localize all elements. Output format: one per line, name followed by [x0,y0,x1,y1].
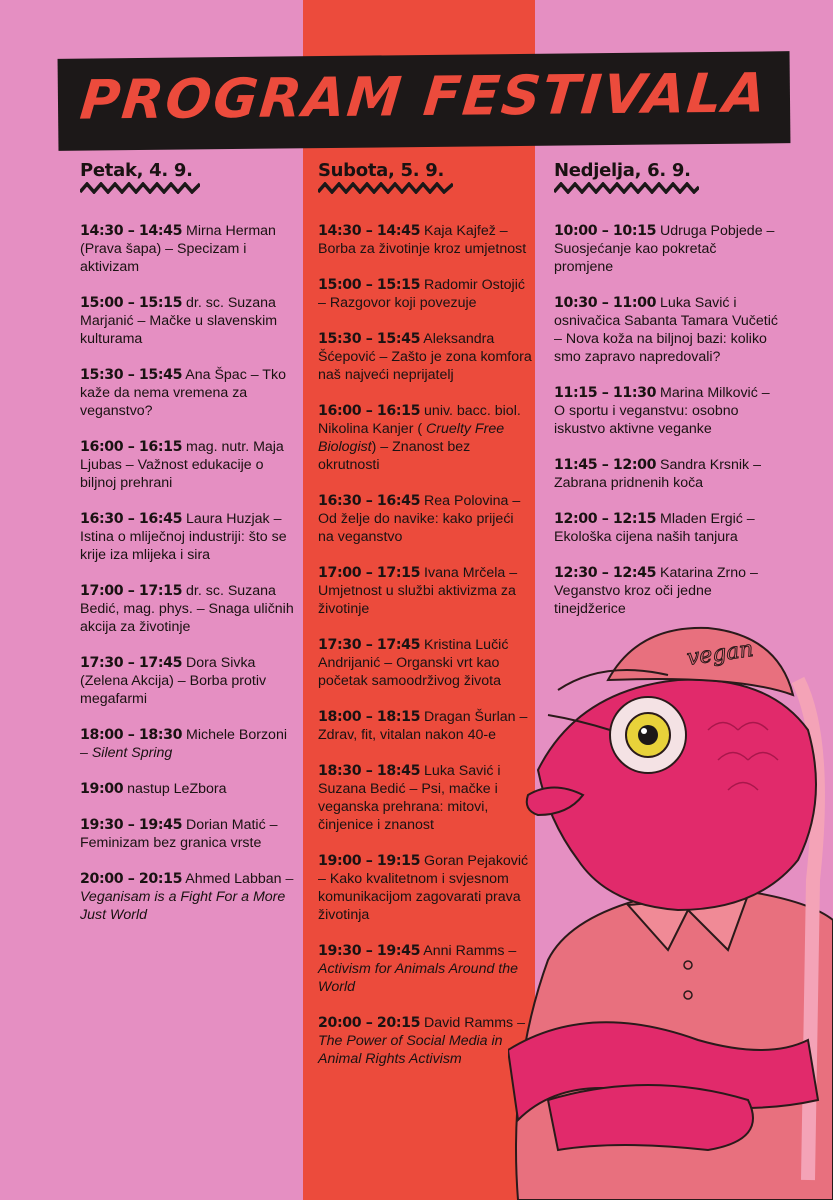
schedule-entry [80,816,295,852]
schedule-entry [318,852,533,924]
schedule-entry [318,276,533,312]
entry-description: Rea Polovina – Od želje do navike: kako prijeći na veganstvo [318,493,521,545]
schedule-entry [318,222,533,258]
entry-time: 14:30 – 14:45 [80,223,183,239]
schedule-entry [80,294,295,348]
day-heading: Petak, 4. 9. [80,160,193,181]
entry-description: Luka Savić i Suzana Bedić – Psi, mačke i veganska prehrana: mitovi, činjenice i znanost [318,763,501,833]
entry-description: David Ramms [424,1015,514,1031]
entry-description: Luka Savić i osnivačica Sabanta Tamara Vučetić – Nova koža na biljnoj bazi: koliko smo zapravo napredovali? [554,295,778,365]
entry-time: 16:00 – 16:15 [318,403,421,419]
entry-description: dr. sc. Suzana Bedić, mag. phys. – Snaga uličnih akcija za životinje [80,583,294,635]
entry-description: Udruga Pobjede – Suosjećanje kao pokretač promjene [554,223,775,275]
day-column-sunday [554,160,779,636]
entry-description: Kristina Lučić Andrijanić – Organski vrt kao početak samoodrživog života [318,637,509,689]
entry-time: 14:30 – 14:45 [318,223,421,239]
entry-italic-title: – The Power of Social Media in Animal Rights Activism [318,1015,525,1067]
entry-time: 20:00 – 20:15 [80,871,183,887]
entry-time: 10:30 – 11:00 [554,295,657,311]
entry-description-tail: ) – Znanost bez okrutnosti [318,439,471,473]
entry-description: Mirna Herman (Prava šapa) – Specizam i aktivizam [80,223,276,275]
entry-description: dr. sc. Suzana Marjanić – Mačke u slavenskim kulturama [80,295,278,347]
entry-time: 10:00 – 10:15 [554,223,657,239]
day-column-saturday [318,160,533,1086]
entry-time: 17:30 – 17:45 [80,655,183,671]
entry-description: Radomir Ostojić – Razgovor koji povezuje [318,277,525,311]
entry-time: 17:30 – 17:45 [318,637,421,653]
day-column-friday [80,160,295,942]
entry-italic-title: Cruelty Free Biologist [318,421,505,455]
schedule-entry [80,726,295,762]
entry-description: Ana Špac – Tko kaže da nema vremena za veganstvo? [80,367,286,419]
schedule-entry [554,456,779,492]
schedule-entry [80,870,295,924]
entry-description: Michele Borzoni [186,727,287,743]
entry-time: 18:00 – 18:30 [80,727,183,743]
entry-description: Ahmed Labban [185,871,282,887]
entry-description: Marina Milković – O sportu i veganstvu: osobno iskustvo aktivne veganke [554,385,770,437]
schedule-entry [318,402,533,474]
schedule-entry [318,492,533,546]
schedule-entry [554,294,779,366]
entry-time: 18:30 – 18:45 [318,763,421,779]
entry-description: Mladen Ergić – Ekološka cijena naših tanjura [554,511,755,545]
entry-description: Ivana Mrčela – Umjetnost u službi aktivizma za životinje [318,565,518,617]
entry-time: 12:00 – 12:15 [554,511,657,527]
entry-description: Laura Huzjak – Istina o mliječnoj industriji: što se krije iza mlijeka i sira [80,511,287,563]
entry-description: Dorian Matić – Feminizam bez granica vrste [80,817,278,851]
schedule-entry [318,762,533,834]
entry-description: Kaja Kajfež – Borba za životinje kroz umjetnost [318,223,527,257]
schedule-entry [318,708,533,744]
page-title: PROGRAM FESTIVALA [77,61,771,132]
cap-text: vegan [685,636,756,671]
schedule-entry [554,384,779,438]
entry-time: 15:30 – 15:45 [318,331,421,347]
entry-time: 11:45 – 12:00 [554,457,657,473]
entry-description: nastup LeZbora [127,781,227,797]
entry-time: 17:00 – 17:15 [318,565,421,581]
schedule-entry [318,1014,533,1068]
entry-time: 16:30 – 16:45 [318,493,421,509]
zigzag-divider [554,182,699,194]
entry-description: Goran Pejaković – Kako kvalitetnom i svjesnom komunikacijom zagovarati prava životinja [318,853,529,923]
entry-time: 11:15 – 11:30 [554,385,657,401]
schedule-entry [80,438,295,492]
entry-description: Dora Sivka (Zelena Akcija) – Borba protiv megafarmi [80,655,267,707]
entry-time: 12:30 – 12:45 [554,565,657,581]
schedule-entry [318,636,533,690]
day-heading: Subota, 5. 9. [318,160,444,181]
entry-description: Katarina Zrno – Veganstvo kroz oči jedne tinejdžerice [554,565,758,617]
entry-italic-title: – Silent Spring [80,745,173,761]
entry-time: 17:00 – 17:15 [80,583,183,599]
entry-italic-title: Activism for Animals Around the World [318,961,519,995]
entry-time: 15:00 – 15:15 [318,277,421,293]
schedule-entry [554,564,779,618]
schedule-entry [554,510,779,546]
entry-time: 16:30 – 16:45 [80,511,183,527]
entry-time: 19:30 – 19:45 [318,943,421,959]
zigzag-divider [80,182,200,194]
zigzag-divider [318,182,453,194]
entry-description: Sandra Krsnik – Zabrana pridnenih koča [554,457,761,491]
schedule-entry [318,330,533,384]
entry-time: 15:00 – 15:15 [80,295,183,311]
entry-time: 20:00 – 20:15 [318,1015,421,1031]
entry-description: Aleksandra Šćepović – Zašto je zona komfora naš najveći neprijatelj [318,331,532,383]
schedule-entry [80,510,295,564]
entry-time: 16:00 – 16:15 [80,439,183,455]
schedule-entry [554,222,779,276]
schedule-entry [318,564,533,618]
entry-description: Anni Ramms – [423,943,517,959]
title-banner [58,51,791,151]
schedule-entry [318,942,533,996]
entry-description: Dragan Šurlan – Zdrav, fit, vitalan nakon 40-e [318,709,528,743]
fish-mascot-illustration [508,620,833,1200]
entry-description: mag. nutr. Maja Ljubas – Važnost edukacije o biljnoj prehrani [80,439,284,491]
schedule-entry [80,582,295,636]
entry-time: 19:00 – 19:15 [318,853,421,869]
entry-time: 19:00 [80,781,124,797]
entry-time: 19:30 – 19:45 [80,817,183,833]
schedule-entry [80,780,295,798]
entry-time: 15:30 – 15:45 [80,367,183,383]
schedule-entry [80,222,295,276]
schedule-entry [80,654,295,708]
schedule-entry [80,366,295,420]
entry-italic-title: – Veganisam is a Fight For a More Just World [80,871,294,923]
entry-time: 18:00 – 18:15 [318,709,421,725]
entry-description: univ. bacc. biol. Nikolina Kanjer ( [318,403,521,437]
day-heading: Nedjelja, 6. 9. [554,160,691,181]
